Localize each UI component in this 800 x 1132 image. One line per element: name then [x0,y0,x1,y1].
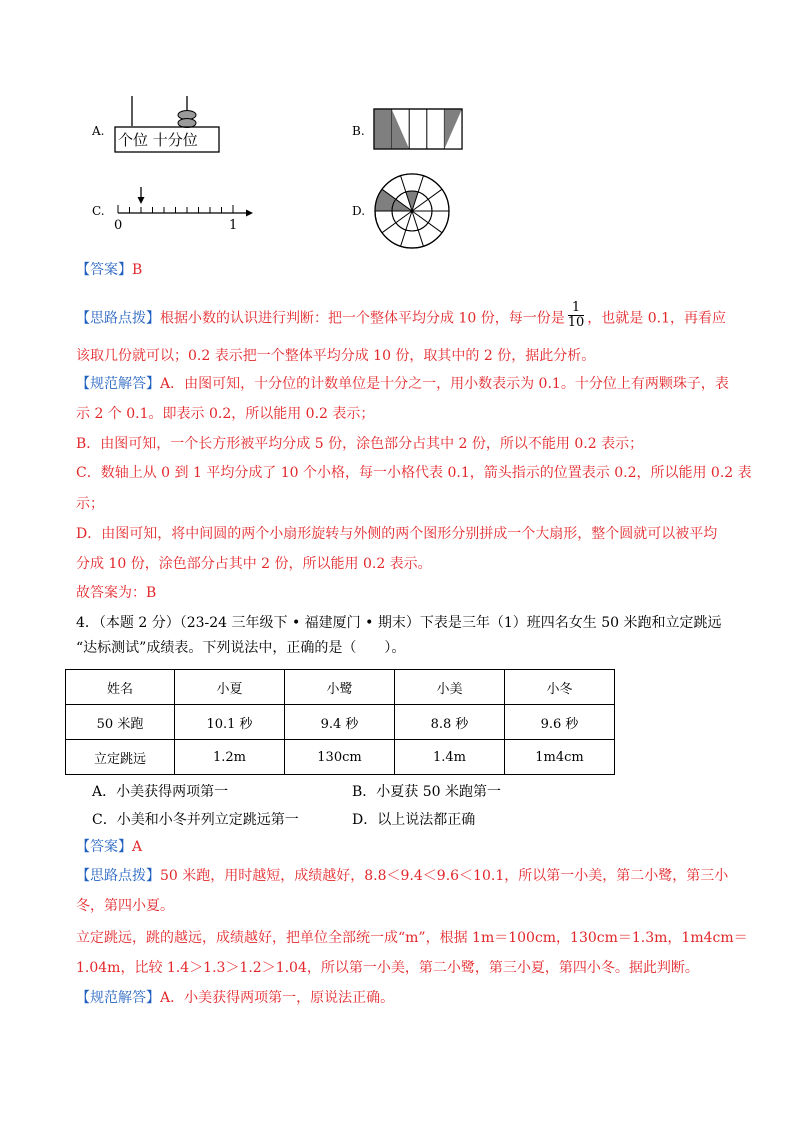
table-row [66,705,615,740]
q4-answer: 【答案】A [76,839,143,855]
table-cell: 50 米跑 [66,705,175,740]
q4-option-d: D．以上说法都正确 [352,812,476,828]
option-b-label: B. [352,124,365,138]
q4-option-b: B．小夏获 50 米跑第一 [352,784,502,800]
q4-hint-line-1: 【思路点拨】50 米跑，用时越短，成绩越好，8.8＜9.4＜9.6＜10.1，所以第一小美，第二小鹭，第三小 [76,868,729,884]
q3-solution-line-1: 【规范解答】A．由图可知，十分位的计数单位是十分之一，用小数表示为 0.1。十分位上有两颗珠子，表 [76,376,729,392]
q3-hint-line-2: 该取几份就可以；0.2 表示把一个整体平均分成 10 份，取其中的 2 份，据此分析。 [76,348,596,364]
option-a-label: A. [92,124,105,138]
table-cell: 10.1 秒 [175,705,285,740]
q3-solution-line-5: 示； [76,496,104,512]
table-cell: 9.4 秒 [285,705,395,740]
q4-stem-line-1: 4．（本题 2 分）（23-24 三年级下 • 福建厦门 • 期末）下表是三年（1）班四名女生 50 米跑和立定跳远 [76,615,722,631]
number-line-start-label: 0 [114,218,123,233]
table-cell: 1.4m [395,740,505,775]
number-line-figure [110,185,255,235]
q4-hint-line-4: 1.04m，比较 1.4＞1.3＞1.2＞1.04，所以第一小美，第二小鹭，第三小夏，第四小冬。据此判断。 [76,960,699,976]
table-cell: 1m4cm [505,740,615,775]
option-c-label: C. [92,204,105,218]
score-table [65,669,615,775]
table-header-cell: 姓名 [66,670,175,705]
table-header-row [66,670,615,705]
q4-option-c: C．小美和小冬并列立定跳远第一 [92,812,299,828]
table-header-cell: 小鹭 [285,670,395,705]
number-line-end-label: 1 [229,218,238,233]
q3-solution-line-3: B．由图可知，一个长方形被平均分成 5 份，涂色部分占其中 2 份，所以不能用 0.2 表示； [76,436,644,452]
table-header-cell: 小冬 [505,670,615,705]
table-header-cell: 小夏 [175,670,285,705]
option-d-label: D. [352,204,366,218]
q3-answer: 【答案】B [76,262,143,278]
table-cell: 130cm [285,740,395,775]
q3-solution-line-2: 示 2 个 0.1。即表示 0.2，所以能用 0.2 表示； [76,406,375,422]
q4-hint-line-3: 立定跳远，跳的越远，成绩越好，把单位全部统一成“m”，根据 1m＝100cm，130cm＝1.3m，1m4cm＝ [76,930,748,946]
table-cell: 立定跳远 [66,740,175,775]
q4-stem-line-2: “达标测试”成绩表。下列说法中，正确的是（ ）。 [76,640,406,656]
table-cell: 9.6 秒 [505,705,615,740]
table-cell: 1.2m [175,740,285,775]
table-cell: 8.8 秒 [395,705,505,740]
rectangle-figure [373,108,463,154]
q4-solution-line-1: 【规范解答】A．小美获得两项第一，原说法正确。 [76,990,395,1006]
q3-solution-line-4: C．数轴上从 0 到 1 平均分成了 10 个小格，每一小格代表 0.1，箭头指示的位置表示 0.2，所以能用 0.2 表 [76,465,752,481]
table-header-cell: 小美 [395,670,505,705]
q3-solution-line-7: 分成 10 份，涂色部分占其中 2 份，所以能用 0.2 表示。 [76,556,432,572]
q3-hint-line-1: 【思路点拨】根据小数的认识进行判断：把一个整体平均分成 10 份，每一份是 $\frac{1}{10}$ ，也就是 0.1，再看应 [76,300,726,330]
fraction-one-tenth: $\frac{1}{10}$ [567,300,585,330]
circle-figure [372,171,452,255]
q3-solution-line-6: D．由图可知，将中间圆的两个小扇形旋转与外侧的两个图形分别拼成一个大扇形，整个圆就可以被平均 [76,526,718,542]
abacus-place-label: 个位 十分位 [118,131,198,149]
q4-hint-line-2: 冬，第四小夏。 [76,898,174,914]
table-row [66,740,615,775]
q3-final-answer: 故答案为：B [76,585,157,601]
abacus-figure [112,94,222,154]
q4-option-a: A．小美获得两项第一 [92,784,229,800]
